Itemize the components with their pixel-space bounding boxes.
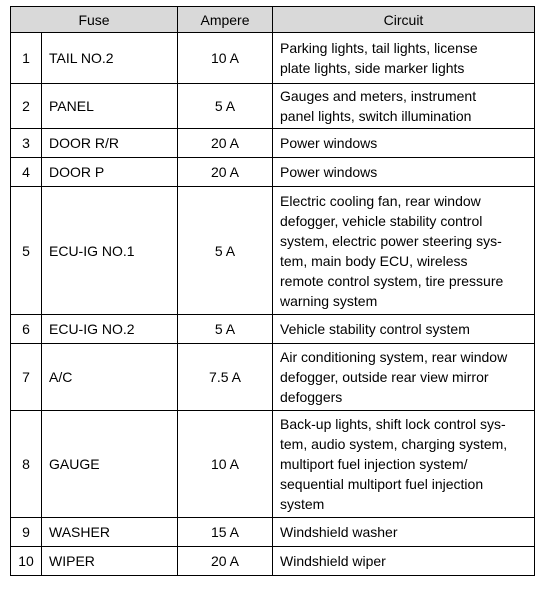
circuit-line: sequential multiport fuel injection — [280, 476, 484, 492]
circuit-cell — [273, 129, 535, 158]
fuse-name-cell: PANEL — [42, 84, 178, 129]
circuit-line: Back-up lights, shift lock control sys- — [280, 416, 506, 432]
ampere-cell: 5 A — [178, 315, 273, 344]
circuit-line: defoggers — [280, 389, 343, 405]
fuse-number-cell: 1 — [11, 33, 42, 84]
header-fuse: Fuse — [11, 7, 178, 33]
header-row — [11, 7, 535, 33]
fuse-number-cell: 2 — [11, 84, 42, 129]
circuit-line: panel lights, switch illumination — [280, 108, 472, 124]
table-row — [11, 158, 535, 187]
circuit-cell — [273, 547, 535, 576]
circuit-line: Power windows — [280, 135, 378, 151]
circuit-line: system — [280, 496, 325, 512]
circuit-line: Electric cooling fan, rear window — [280, 192, 481, 209]
circuit-line: plate lights, side marker lights — [280, 60, 465, 76]
fuse-table — [10, 6, 535, 576]
table-row — [11, 315, 535, 344]
circuit-line: Gauges and meters, instrument — [280, 88, 477, 104]
circuit-line: Parking lights, tail lights, license — [280, 40, 478, 56]
fuse-name-cell: ECU-IG NO.1 — [42, 187, 178, 315]
circuit-cell — [273, 187, 535, 315]
circuit-line: Windshield wiper — [280, 553, 386, 569]
circuit-line: Windshield washer — [280, 524, 398, 540]
ampere-cell: 5 A — [178, 84, 273, 129]
table-row — [11, 518, 535, 547]
fuse-number-cell: 10 — [11, 547, 42, 576]
fuse-name-cell: GAUGE — [42, 411, 178, 518]
circuit-line: Air conditioning system, rear window — [280, 349, 508, 365]
fuse-name-cell: WASHER — [42, 518, 178, 547]
header-ampere: Ampere — [178, 7, 273, 33]
circuit-cell — [273, 411, 535, 518]
ampere-cell: 20 A — [178, 547, 273, 576]
fuse-name-cell: ECU-IG NO.2 — [42, 315, 178, 344]
ampere-cell: 15 A — [178, 518, 273, 547]
circuit-line: warning system — [280, 292, 378, 309]
fuse-number-cell: 5 — [11, 187, 42, 315]
ampere-cell: 7.5 A — [178, 344, 273, 411]
table-row — [11, 84, 535, 129]
circuit-cell — [273, 158, 535, 187]
fuse-number-cell: 8 — [11, 411, 42, 518]
fuse-name-cell: TAIL NO.2 — [42, 33, 178, 84]
ampere-cell: 5 A — [178, 187, 273, 315]
circuit-line: tem, audio system, charging system, — [280, 436, 508, 452]
header-circuit: Circuit — [273, 7, 535, 33]
circuit-cell — [273, 518, 535, 547]
circuit-line: defogger, outside rear view mirror — [280, 369, 489, 385]
table-row — [11, 344, 535, 411]
fuse-table-body — [11, 33, 535, 576]
fuse-name-cell: DOOR P — [42, 158, 178, 187]
fuse-number-cell: 9 — [11, 518, 42, 547]
circuit-cell — [273, 33, 535, 84]
ampere-cell: 20 A — [178, 129, 273, 158]
circuit-cell — [273, 344, 535, 411]
circuit-line: remote control system, tire pressure — [280, 272, 504, 289]
fuse-number-cell: 6 — [11, 315, 42, 344]
circuit-line: tem, main body ECU, wireless — [280, 252, 468, 269]
circuit-line: multiport fuel injection system/ — [280, 456, 468, 472]
circuit-cell — [273, 84, 535, 129]
circuit-line: Vehicle stability control system — [280, 321, 470, 337]
table-row — [11, 129, 535, 158]
table-row — [11, 547, 535, 576]
ampere-cell: 20 A — [178, 158, 273, 187]
circuit-cell — [273, 315, 535, 344]
table-row — [11, 411, 535, 518]
ampere-cell: 10 A — [178, 411, 273, 518]
circuit-line: system, electric power steering sys- — [280, 232, 502, 249]
circuit-line: defogger, vehicle stability control — [280, 212, 483, 229]
table-row — [11, 187, 535, 315]
ampere-cell: 10 A — [178, 33, 273, 84]
table-row — [11, 33, 535, 84]
fuse-number-cell: 4 — [11, 158, 42, 187]
circuit-line: Power windows — [280, 164, 378, 180]
fuse-name-cell: A/C — [42, 344, 178, 411]
fuse-number-cell: 3 — [11, 129, 42, 158]
fuse-number-cell: 7 — [11, 344, 42, 411]
fuse-name-cell: DOOR R/R — [42, 129, 178, 158]
fuse-name-cell: WIPER — [42, 547, 178, 576]
